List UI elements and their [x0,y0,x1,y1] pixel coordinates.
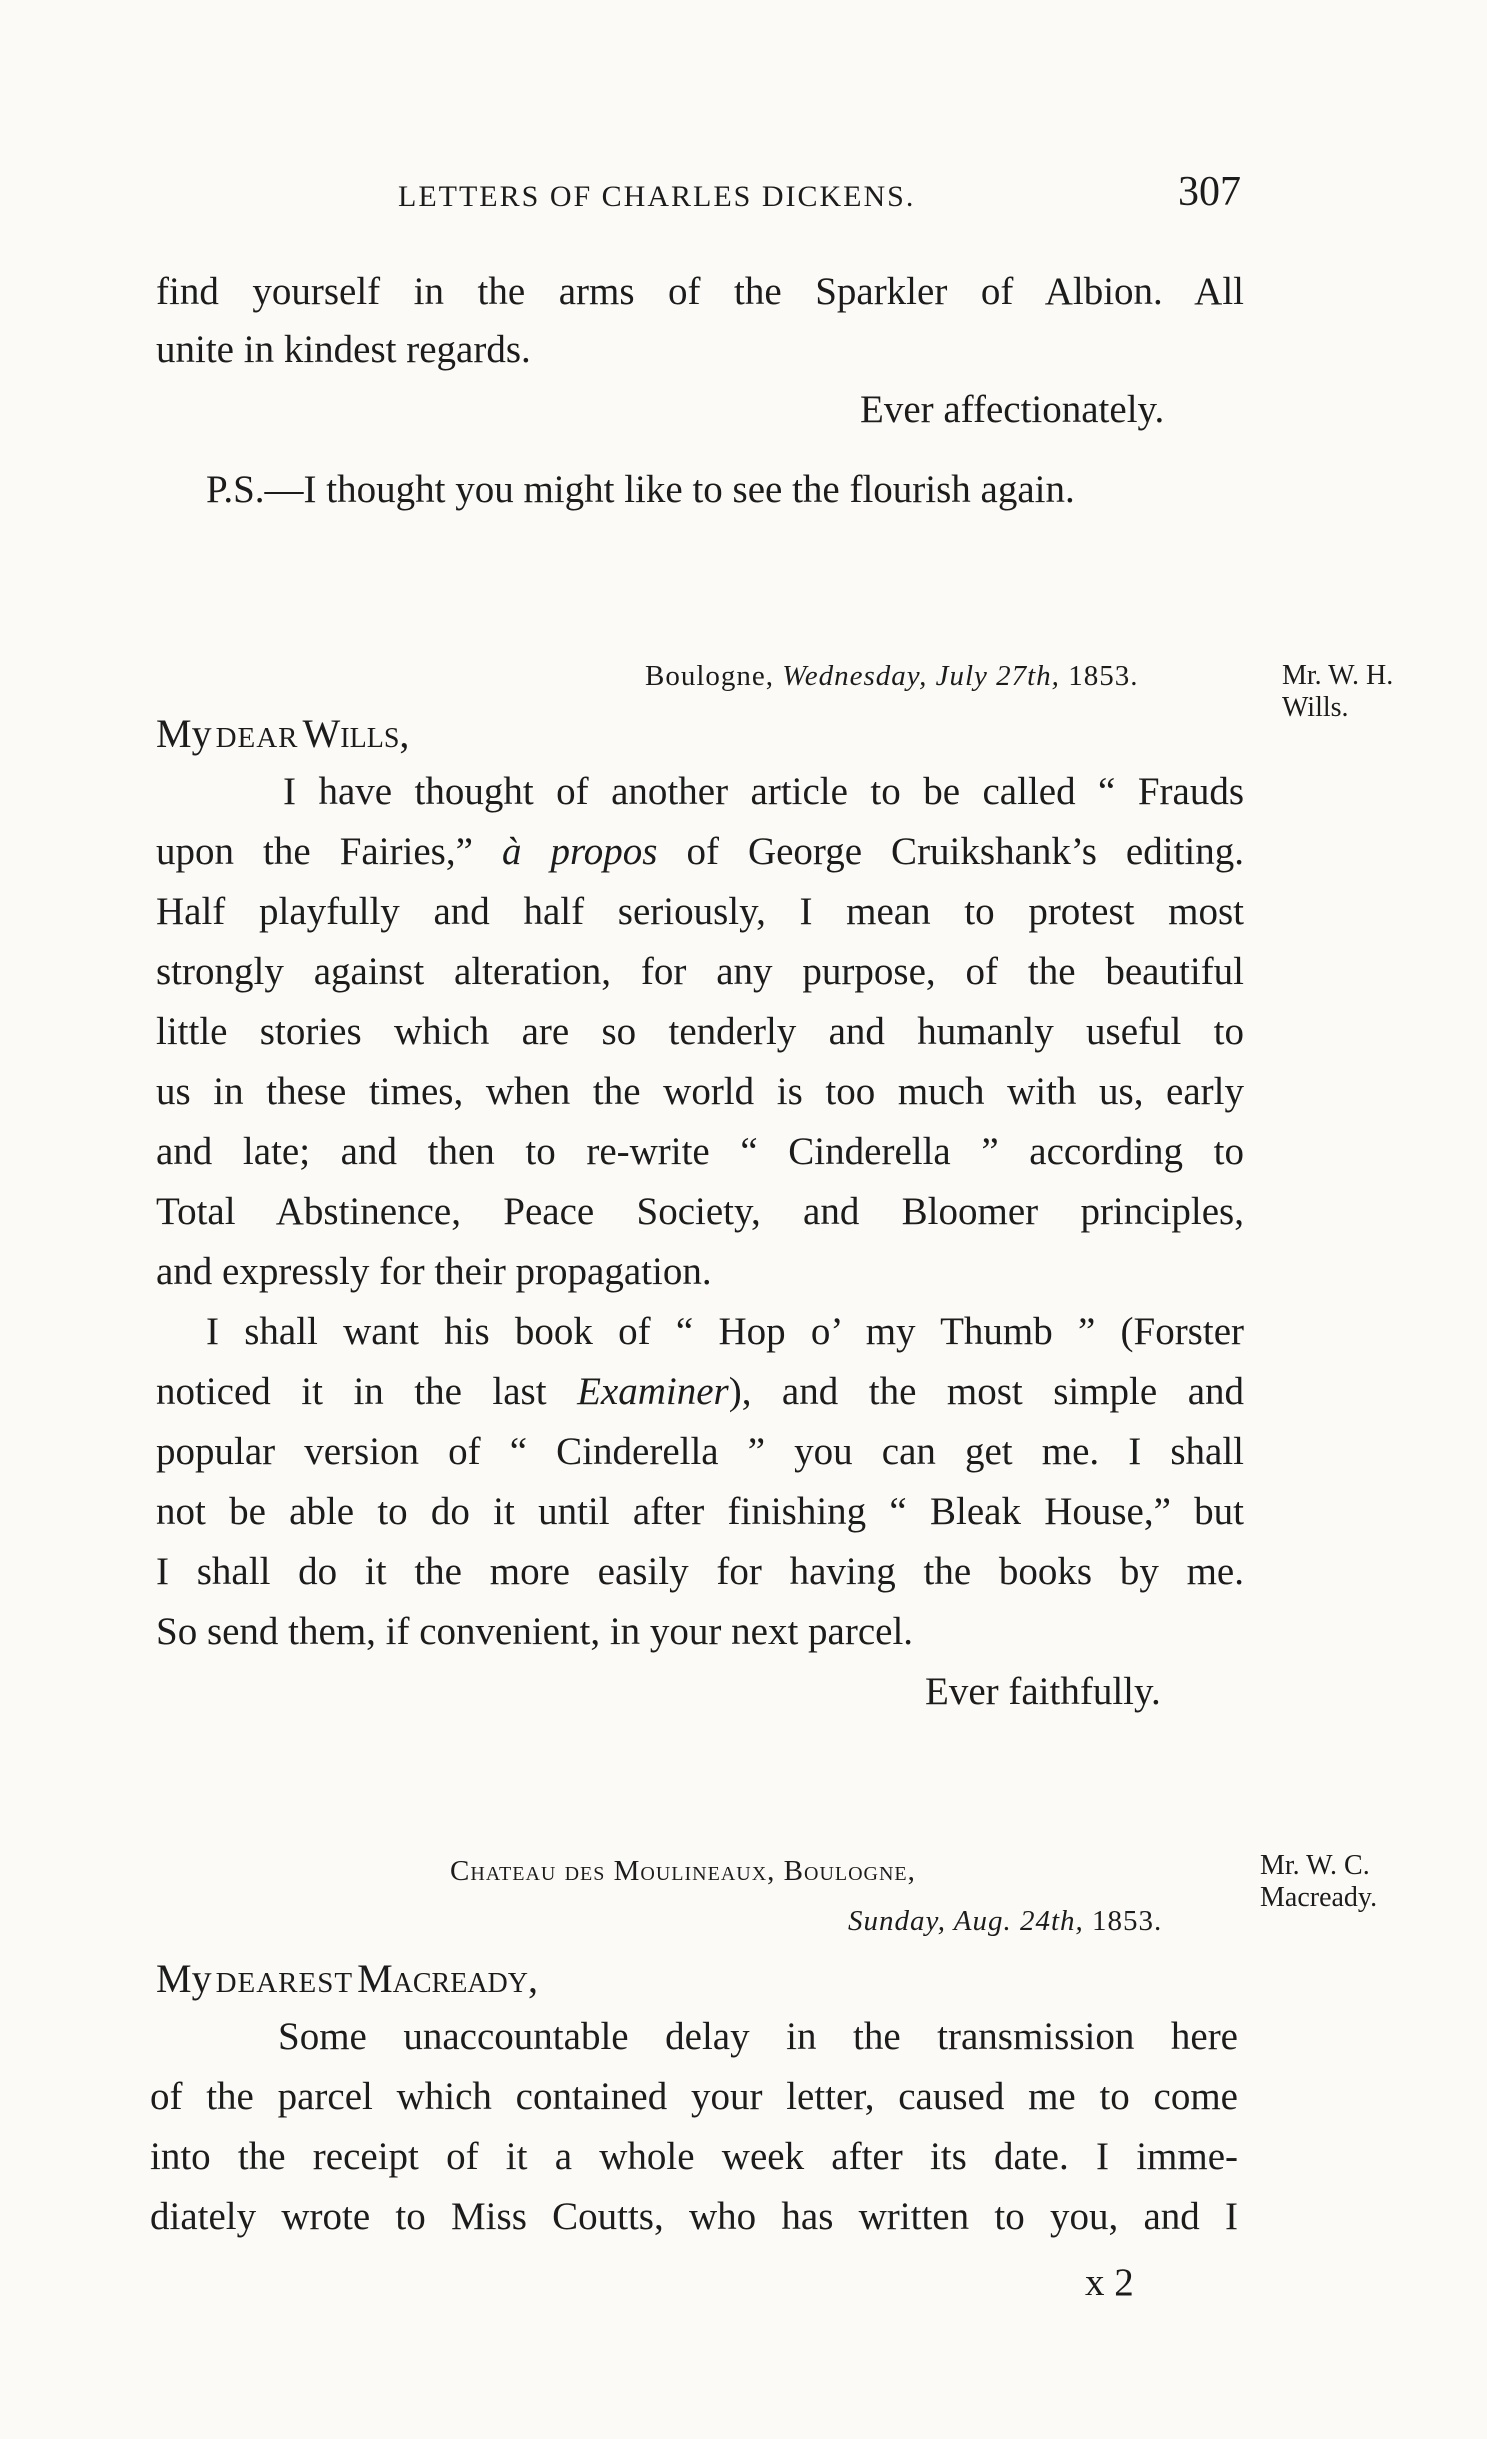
text-span: noticed it in the last [156,1370,547,1413]
italic-span: Examiner [577,1370,729,1413]
page-number: 307 [1178,169,1241,215]
text-line: Half playfully and half seriously, I mean to protest most [156,890,1244,933]
text-line: of the parcel which contained your letter, caused me to come [150,2075,1238,2118]
letter-place: Chateau des Moulineaux, Boulogne, [450,1855,916,1887]
letter-closing: Ever affectionately. [860,388,1165,431]
date: Wednesday, July 27th, [782,660,1060,692]
text-line [156,832,1244,871]
text-line: Some unaccountable delay in the transmission here [278,2015,1238,2058]
year: 1853. [1092,1905,1163,1937]
place: Boulogne, [645,660,775,692]
text-line: into the receipt of it a whole week after its date. I imme- [150,2135,1238,2178]
letter-closing: Ever faithfully. [925,1670,1161,1713]
text-line: I shall do it the more easily for having the books by me. [156,1550,1244,1593]
text-line: I shall want his book of “ Hop o’ my Thumb ” (Forster [206,1310,1244,1353]
salutation [156,1955,538,2002]
margin-note: Mr. W. H. Wills. [1282,660,1394,723]
letter-dateline [848,1905,1162,1938]
text-line: not be able to do it until after finishing “ Bleak House,” but [156,1490,1244,1533]
text-line: and expressly for their propagation. [156,1250,712,1293]
letter-dateline [645,660,1138,693]
text-span: upon the Fairies,” [156,830,473,873]
margin-note: Mr. W. C. Macready. [1260,1850,1378,1913]
text-line: unite in kindest regards. [156,328,531,371]
year: 1853. [1068,660,1139,692]
text-span: ), and the most simple and [728,1370,1245,1413]
text-line: diately wrote to Miss Coutts, who has written to you, and I [150,2195,1238,2238]
text-line: and late; and then to re-write “ Cinderella ” according to [156,1130,1244,1173]
italic-span: à propos [501,830,658,873]
salutation-word: Wills, [302,711,410,756]
text-line: little stories which are so tenderly and humanly useful to [156,1010,1244,1053]
text-line: strongly against alteration, for any purpose, of the beautiful [156,950,1244,993]
text-line: popular version of “ Cinderella ” you can get me. I shall [156,1430,1244,1473]
running-title: LETTERS OF CHARLES DICKENS. [398,180,916,213]
salutation-word: DEAREST [215,1967,354,1999]
date: Sunday, Aug. 24th, [848,1905,1084,1937]
text-span: of George Cruikshank’s editing. [686,830,1244,873]
text-line: So send them, if convenient, in your next parcel. [156,1610,914,1653]
postscript: P.S.—I thought you might like to see the flourish again. [206,468,1075,511]
salutation-word: My [156,1956,212,2001]
text-line: Total Abstinence, Peace Society, and Bloomer principles, [156,1190,1244,1233]
text-line: I have thought of another article to be called “ Frauds [283,770,1244,813]
salutation-word: Macready, [357,1956,538,2001]
text-line [156,1372,1244,1411]
salutation [156,710,409,757]
salutation-word: My [156,711,212,756]
signature-mark: x 2 [1085,2261,1134,2304]
text-line: us in these times, when the world is too much with us, early [156,1070,1244,1113]
text-line: find yourself in the arms of the Sparkler of Albion. All [156,270,1244,313]
salutation-word: DEAR [215,722,299,754]
